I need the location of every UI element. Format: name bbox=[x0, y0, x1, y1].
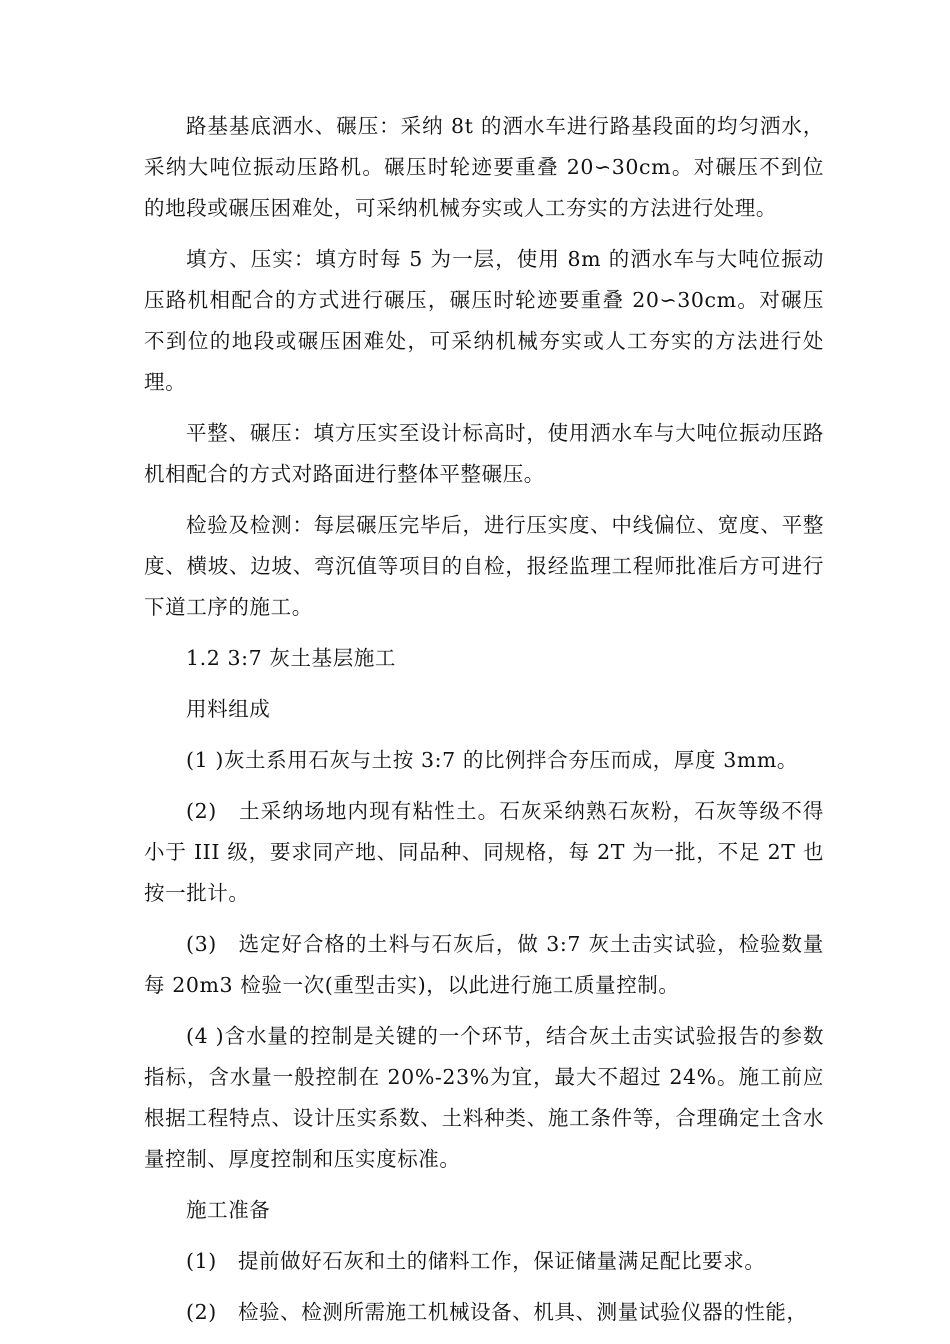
document-body bbox=[144, 106, 824, 1343]
subheading-construction-preparation: 施工准备 bbox=[186, 1198, 271, 1222]
subheading-material-composition: 用料组成 bbox=[186, 697, 271, 721]
paragraph-subgrade-watering-rolling: 路基基底洒水、碾压：采纳 8t 的洒水车进行路基段面的均匀洒水，采纳大吨位振动压路机。碾压时轮迹要重叠 20∽30cm。对碾压不到位的地段或碾压困难处，可采纳机械夯实或人工夯实的方法进行处理。 bbox=[144, 114, 824, 220]
list-item-4: (4 )含水量的控制是关键的一个环节，结合灰土击实试验报告的参数指标，含水量一般控制在 20%-23%为宜，最大不超过 24%。施工前应根据工程特点、设计压实系数、土料种类、施工条件等，合理确定土含水量控制、厚度控制和压实度标准。 bbox=[144, 1024, 824, 1171]
list-item-2: (2) 土采纳场地内现有粘性土。石灰采纳熟石灰粉，石灰等级不得小于 III 级，要求同产地、同品种、同规格，每 2T 为一批，不足 2T 也按一批计。 bbox=[144, 799, 824, 905]
list-item-3: (3) 选定好合格的土料与石灰后，做 3:7 灰土击实试验，检验数量每 20m3 检验一次(重型击实)，以此进行施工质量控制。 bbox=[144, 932, 824, 997]
list-item-1: (1 )灰土系用石灰与土按 3:7 的比例拌合夯压而成，厚度 3mm。 bbox=[186, 748, 799, 772]
paragraph-leveling-rolling: 平整、碾压：填方压实至设计标高时，使用洒水车与大吨位振动压路机相配合的方式对路面进行整体平整碾压。 bbox=[144, 421, 824, 486]
paragraph-inspection-testing: 检验及检测：每层碾压完毕后，进行压实度、中线偏位、宽度、平整度、横坡、边坡、弯沉值等项目的自检，报经监理工程师批准后方可进行下道工序的施工。 bbox=[144, 513, 824, 619]
section-heading-lime-soil-base: 1.2 3:7 灰土基层施工 bbox=[186, 646, 397, 670]
prep-list-item-1: (1) 提前做好石灰和土的储料工作，保证储量满足配比要求。 bbox=[186, 1249, 766, 1273]
paragraph-filling-compaction: 填方、压实：填方时每 5 为一层，使用 8m 的洒水车与大吨位振动压路机相配合的方式进行碾压，碾压时轮迹要重叠 20∽30cm。对碾压不到位的地段或碾压困难处，可采纳机械夯实或人工夯实的方法进行处理。 bbox=[144, 247, 824, 394]
prep-list-item-2: (2) 检验、检测所需施工机械设备、机具、测量试验仪器的性能， bbox=[186, 1300, 808, 1324]
